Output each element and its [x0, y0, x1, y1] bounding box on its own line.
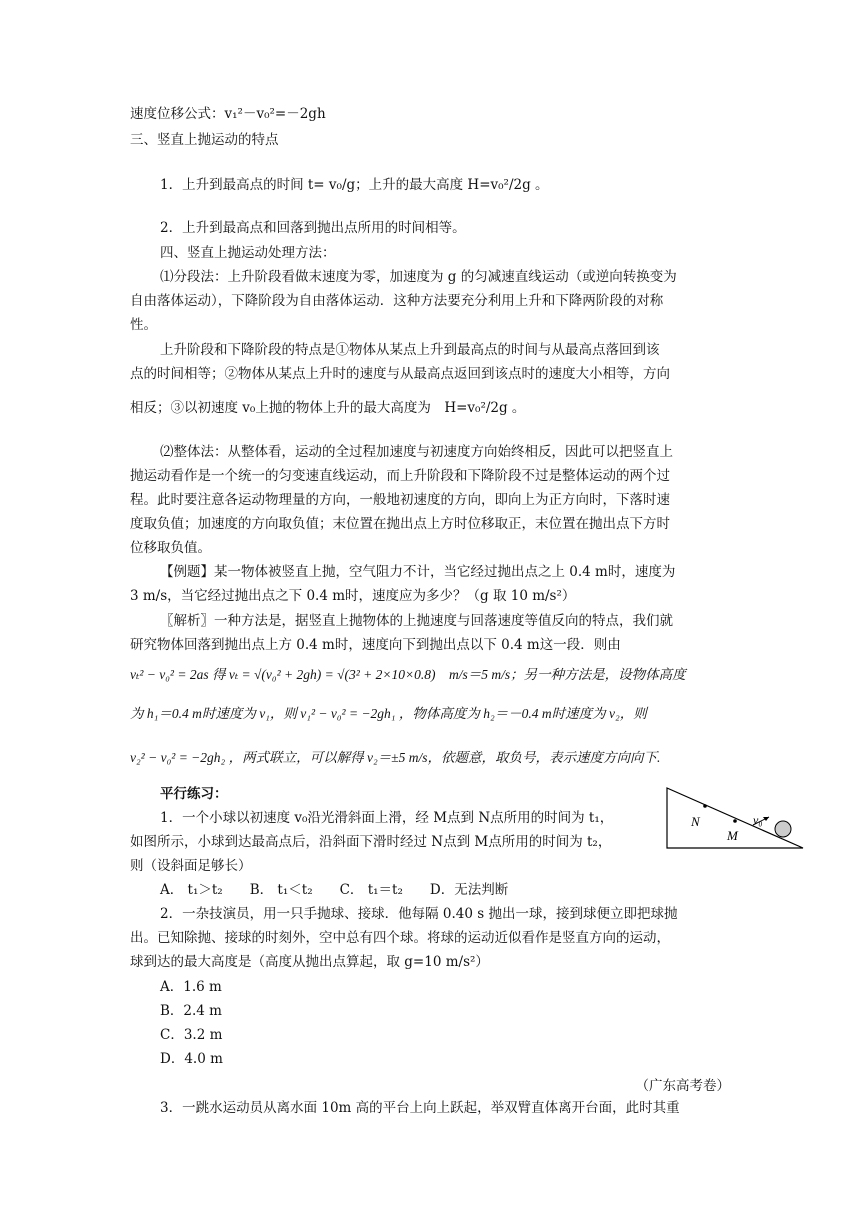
paragraph-line: 上升阶段和下降阶段的特点是①物体从某点上升到最高点的时间与从最高点落回到该 — [160, 342, 660, 358]
label-v0: v₀ — [753, 813, 763, 827]
answer-option: A．1.6 m — [160, 979, 222, 995]
point-m — [733, 819, 737, 823]
paragraph-line: 度取负值；加速度的方向取负值；末位置在抛出点上方时位移取正，末位置在抛出点下方时 — [130, 516, 670, 532]
ball — [775, 821, 791, 837]
paragraph-line: 2．上升到最高点和回落到抛出点所用的时间相等。 — [160, 220, 466, 236]
example-line: 3 m/s，当它经过抛出点之下 0.4 m时，速度应为多少？（g 取 10 m/s²） — [130, 588, 576, 604]
formula-line: 速度位移公式：v₁²－v₀²=－2gh — [130, 106, 326, 122]
paragraph-line: 性。 — [130, 317, 157, 333]
paragraph-line: 点的时间相等；②物体从某点上升时的速度与从最高点返回到该点时的速度大小相等，方向 — [130, 366, 670, 382]
question-line: 3．一跳水运动员从离水面 10m 高的平台上向上跃起，举双臂直体离开台面，此时其重 — [160, 1100, 680, 1116]
question-line: 2．一杂技演员，用一只手抛球、接球．他每隔 0.40 s 抛出一球，接到球便立即把球抛 — [160, 906, 678, 922]
example-line: 【例题】某一物体被竖直上抛，空气阻力不计，当它经过抛出点之上 0.4 m时，速度为 — [160, 564, 676, 580]
paragraph-line: 1．上升到最高点的时间 t= v₀/g；上升的最大高度 H=v₀²/2g 。 — [160, 177, 549, 193]
solution-formula-line: v₂² − v₀² = −2gh₂ ，两式联立，可以解得 v₂＝±5 m/s，依题意，取负号，表示速度方向向下. — [130, 750, 661, 765]
paragraph-line: 相反；③以初速度 v₀上抛的物体上升的最大高度为 H=v₀²/2g 。 — [130, 400, 526, 416]
incline-figure — [665, 786, 805, 850]
question-line: 球到达的最大高度是（高度从抛出点算起，取 g=10 m/s²） — [130, 954, 489, 970]
solution-formula-line: 为 h₁＝0.4 m时速度为 v₁，则 v₁² − v₀² = −2gh₁ ，物体高度为 h₂＝－0.4 m时速度为 v₂，则 — [130, 706, 647, 721]
answer-option: C．3.2 m — [160, 1027, 223, 1043]
solution-line: 研究物体回落到抛出点上方 0.4 m时，速度向下到抛出点以下 0.4 m这一段．则由 — [130, 637, 621, 653]
question-line: 1．一个小球以初速度 v₀沿光滑斜面上滑，经 M点到 N点所用的时间为 t₁， — [160, 810, 614, 826]
answer-option: B．2.4 m — [160, 1003, 222, 1019]
solution-line: 〖解析〗一种方法是，据竖直上抛物体的上抛速度与回落速度等值反向的特点，我们就 — [160, 613, 673, 629]
paragraph-line: 程。此时要注意各运动物理量的方向，一般地初速度的方向，即向上为正方向时，下落时速 — [130, 492, 670, 508]
paragraph-line: 抛运动看作是一个统一的匀变速直线运动，而上升阶段和下降阶段不过是整体运动的两个过 — [130, 468, 670, 484]
question-line: 出。已知除抛、接球的时刻外，空中总有四个球。将球的运动近似看作是竖直方向的运动， — [130, 930, 670, 946]
question-source: （广东高考卷） — [635, 1078, 730, 1094]
solution-formula-line: vₜ² − v₀² = 2as 得 vₜ = √(v₀² + 2gh) = √(3² + 2×10×0.8) m/s＝5 m/s；另一种方法是，设物体高度 — [130, 667, 686, 682]
point-n — [703, 804, 707, 808]
paragraph-line: ⑵整体法：从整体看，运动的全过程加速度与初速度方向始终相反，因此可以把竖直上 — [160, 444, 673, 460]
answer-options: A． t₁＞t₂ B． t₁＜t₂ C． t₁＝t₂ D．无法判断 — [160, 882, 509, 898]
answer-option: D．4.0 m — [160, 1051, 223, 1067]
paragraph-line: 位移取负值。 — [130, 540, 211, 556]
paragraph-line: ⑴分段法：上升阶段看做末速度为零，加速度为 g 的匀减速直线运动（或逆向转换变为 — [160, 269, 677, 285]
section-heading: 三、竖直上抛运动的特点 — [130, 132, 279, 148]
question-line: 则（设斜面足够长） — [130, 858, 252, 874]
section-heading: 四、竖直上抛运动处理方法： — [160, 245, 336, 261]
paragraph-line: 自由落体运动），下降阶段为自由落体运动．这种方法要充分利用上升和下降两阶段的对称 — [130, 293, 664, 309]
label-n: N — [691, 814, 700, 829]
practice-heading: 平行练习： — [160, 786, 228, 802]
question-line: 如图所示，小球到达最高点后，沿斜面下滑时经过 N点到 M点所用的时间为 t₂， — [130, 834, 612, 850]
label-m: M — [727, 828, 738, 843]
